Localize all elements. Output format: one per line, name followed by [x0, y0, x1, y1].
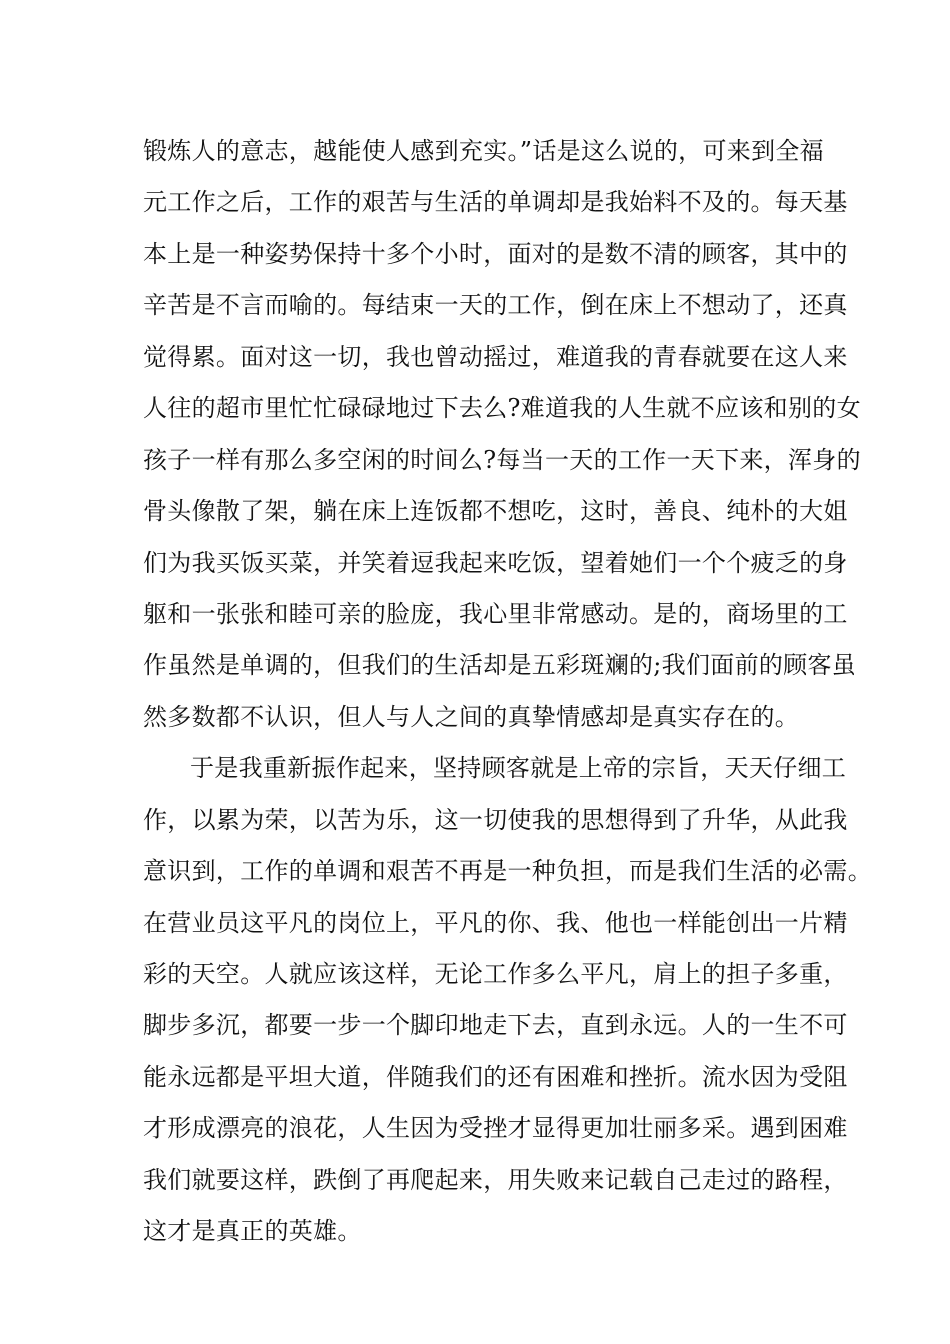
text-line: 骨头像散了架，躺在床上连饭都不想吃，这时，善良、纯朴的大姐: [143, 497, 848, 526]
text-line: 彩的天空。人就应该这样，无论工作多么平凡，肩上的担子多重，: [143, 960, 848, 988]
text-line: 人往的超市里忙忙碌碌地过下去么?难道我的人生就不应该和别的女: [143, 394, 861, 423]
paragraph-1: [143, 126, 861, 743]
text-line: 然多数都不认识，但人与人之间的真挚情感却是真实存在的。: [143, 702, 800, 731]
text-line: 觉得累。面对这一切，我也曾动摇过，难道我的青春就要在这人来: [143, 342, 848, 371]
paragraph-2: [143, 743, 872, 1257]
text-line: 孩子一样有那么多空闲的时间么?每当一天的工作一天下来，浑身的: [143, 445, 861, 474]
text-line: 本上是一种姿势保持十多个小时，面对的是数不清的顾客，其中的: [143, 239, 848, 268]
text-line: 在营业员这平凡的岗位上，平凡的你、我、他也一样能创出一片精: [143, 908, 848, 937]
body-text: [143, 126, 872, 1258]
text-line: 辛苦是不言而喻的。每结束一天的工作，倒在床上不想动了，还真: [143, 291, 848, 320]
text-line: 躯和一张张和睦可亲的脸庞，我心里非常感动。是的，商场里的工: [143, 599, 848, 628]
text-line: 才形成漂亮的浪花，人生因为受挫才显得更加壮丽多采。遇到困难: [143, 1114, 848, 1143]
text-line: 元工作之后，工作的艰苦与生活的单调却是我始料不及的。每天基: [143, 188, 848, 217]
text-line: 意识到，工作的单调和艰苦不再是一种负担，而是我们生活的必需。: [143, 857, 872, 886]
text-line: 锻炼人的意志，越能使人感到充实。”话是这么说的，可来到全福: [143, 137, 824, 165]
text-line: 能永远都是平坦大道，伴随我们的还有困难和挫折。流水因为受阻: [143, 1062, 848, 1091]
text-line: 作，以累为荣，以苦为乐，这一切使我的思想得到了升华，从此我: [143, 805, 848, 834]
text-line: 于是我重新振作起来，坚持顾客就是上帝的宗旨，天天仔细工: [190, 754, 847, 783]
text-line: 我们就要这样，跌倒了再爬起来，用失败来记载自己走过的路程，: [143, 1165, 848, 1194]
text-line: 作虽然是单调的，但我们的生活却是五彩斑斓的;我们面前的顾客虽: [143, 651, 857, 680]
text-line: 脚步多沉，都要一步一个脚印地走下去，直到永远。人的一生不可: [143, 1011, 848, 1040]
text-line: 们为我买饭买菜，并笑着逗我起来吃饭，望着她们一个个疲乏的身: [143, 548, 848, 577]
text-line: 这才是真正的英雄。: [143, 1217, 362, 1246]
